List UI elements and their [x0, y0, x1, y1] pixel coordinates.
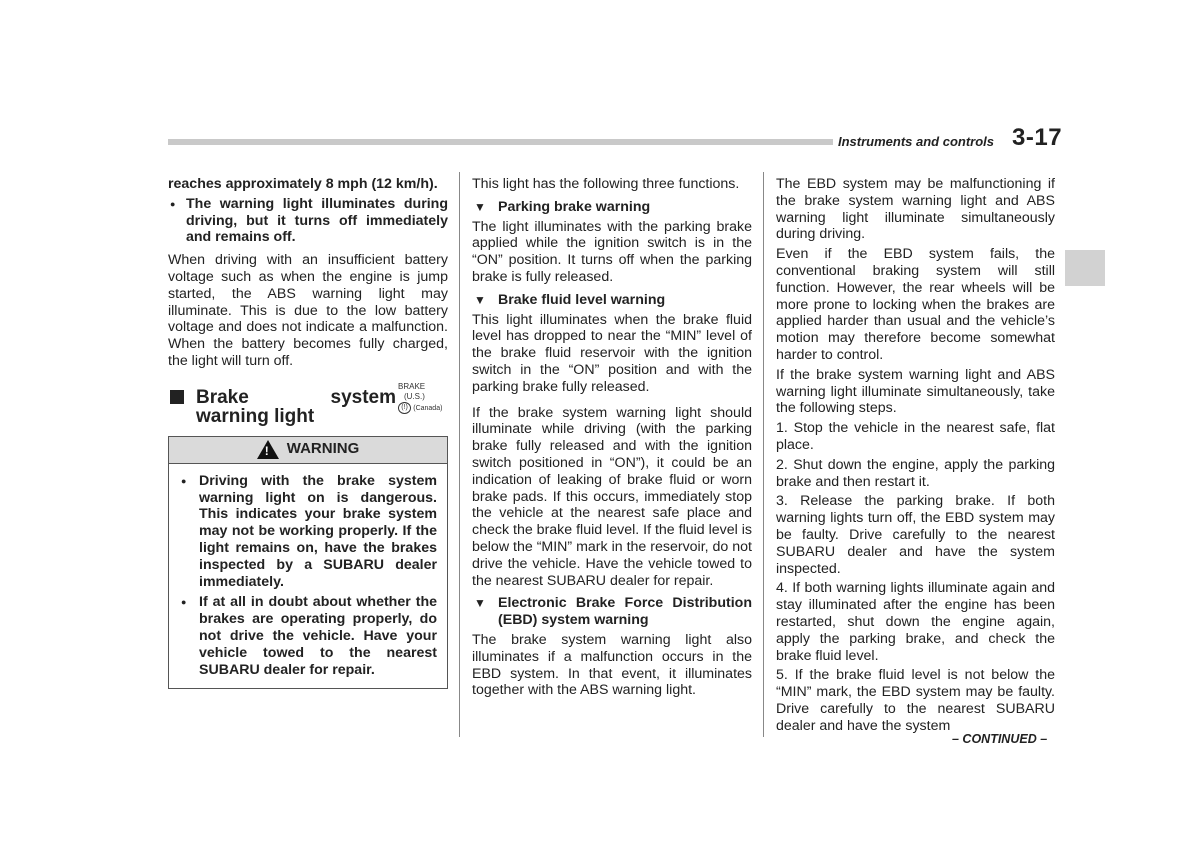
paragraph-battery: When driving with an insufficient battery voltage such as when the engine is jump started, the ABS warning light may illuminate. This is due to the low battery voltage and does not indicate a malfunction. When the battery becomes fully charged, the light will turn off.	[168, 252, 448, 369]
section-square-icon	[170, 390, 184, 404]
bullet-text: The warning light illuminates during driving, but it turns off immediately and remains off.	[186, 195, 448, 246]
warning-bullet-text: Driving with the brake system warning light on is dangerous. This indicates your brake system may not be working properly. If the light remains on, have the brakes inspected by a SUBARU dealer immediately.	[199, 472, 437, 590]
warning-body	[169, 464, 447, 689]
warning-label: WARNING	[286, 440, 360, 458]
step-item: 4. If both warning lights illuminate again and stay illuminated after the engine has been restarted, shut down the engine again, apply the parking brake, and check the brake fluid level.	[776, 580, 1055, 664]
brake-circle-icon: (!)	[398, 402, 411, 414]
paragraph-fluid-level: This light illuminates when the brake fluid level has dropped to near the “MIN” level of the brake fluid reservoir with the ignition switch in the “ON” position and with the parking brake fully released.	[472, 311, 752, 395]
paragraph-ebd: The brake system warning light also illuminates if a malfunction occurs in the EBD system. In that event, it illuminates together with the ABS warning light.	[472, 631, 752, 699]
warning-triangle-icon: !	[257, 440, 279, 459]
column-1	[168, 176, 448, 689]
header-rule	[168, 139, 833, 145]
step-item: 1. Stop the vehicle in the nearest safe, flat place.	[776, 420, 1055, 453]
subheading-text: Brake fluid level warning	[498, 291, 666, 308]
paragraph-ebd-fails: Even if the EBD system fails, the conventional braking system will still function. However, the rear wheels will be more prone to locking when the brakes are applied harder than usual and the vehicle’s motion may therefore become somewhat harder to control.	[776, 246, 1055, 363]
page-number: 3-17	[1012, 124, 1063, 151]
paragraph-ebd-malfunction: The EBD system may be malfunctioning if the brake system warning light and ABS warning light illuminate simultaneously during driving.	[776, 176, 1055, 243]
triangle-down-icon: ▼	[474, 596, 486, 611]
brake-icon-label: BRAKE	[398, 381, 426, 391]
bullet-marker: ●	[170, 198, 176, 209]
chapter-side-tab	[1065, 250, 1105, 286]
warning-bullet	[179, 594, 437, 678]
paragraph-leak: If the brake system warning light should illuminate while driving (with the parking brake fully released and with the ignition switch positioned in “ON”), it could be an indication of leaking of brake fluid or worn brake pads. If this occurs, immediately stop the vehicle at the nearest safe place and check the brake fluid level. If the fluid level is below the “MIN” mark in the reservoir, do not drive the vehicle. Have the vehicle towed to the nearest SUBARU dealer for repair.	[472, 404, 752, 589]
warning-bullet-text: If at all in doubt about whether the brakes are operating properly, do not drive the vehicle. Have your vehicle towed to the nearest SUBARU dealer for repair.	[199, 594, 437, 678]
step-item: 2. Shut down the engine, apply the parking brake and then restart it.	[776, 456, 1055, 490]
subheading-ebd	[472, 595, 752, 629]
warning-bullet	[179, 473, 437, 591]
subheading-text: Parking brake warning	[498, 198, 651, 215]
subheading-fluid-level	[472, 292, 752, 309]
step-item: 3. Release the parking brake. If both warning lights turn off, the EBD system may be faulty. Drive carefully to the nearest SUBARU dealer and have the system inspected.	[776, 493, 1055, 577]
column-3	[776, 176, 1055, 738]
brake-icon-us-label: (U.S.)	[404, 391, 425, 401]
paragraph-steps-intro: If the brake system warning light and ABS warning light illuminate simultaneously, take the following steps.	[776, 366, 1055, 417]
column-divider-2	[763, 172, 764, 737]
column-2	[472, 176, 752, 702]
paragraph-continuation: reaches approximately 8 mph (12 km/h).	[168, 176, 438, 192]
column-divider-1	[459, 172, 460, 737]
brake-indicator-icon	[398, 382, 448, 414]
paragraph-parking-brake: The light illuminates with the parking brake applied while the ignition switch is in the “ON” position. It turns off when the parking brake is fully released.	[472, 218, 752, 285]
continued-label: – CONTINUED –	[952, 732, 1048, 746]
subheading-parking-brake	[472, 199, 752, 216]
triangle-down-icon: ▼	[474, 292, 486, 307]
triangle-down-icon: ▼	[474, 199, 486, 214]
warning-header	[169, 437, 447, 464]
section-title	[168, 381, 448, 427]
bullet-marker: ●	[181, 597, 187, 608]
brake-icon-canada-label: (Canada)	[413, 404, 443, 412]
step-item: 5. If the brake fluid level is not below the “MIN” mark, the EBD system may be faulty. Drive carefully to the nearest SUBARU dealer and have the system	[776, 667, 1055, 734]
bullet-marker: ●	[181, 475, 187, 486]
bullet-item	[168, 196, 448, 246]
section-title-text: Brake system warning light	[196, 386, 396, 427]
subheading-text: Electronic Brake Force Distribution (EBD) system warning	[498, 595, 752, 629]
paragraph-functions: This light has the following three functions.	[472, 176, 740, 192]
header-section-title: Instruments and controls	[838, 134, 995, 149]
warning-box	[168, 436, 448, 690]
